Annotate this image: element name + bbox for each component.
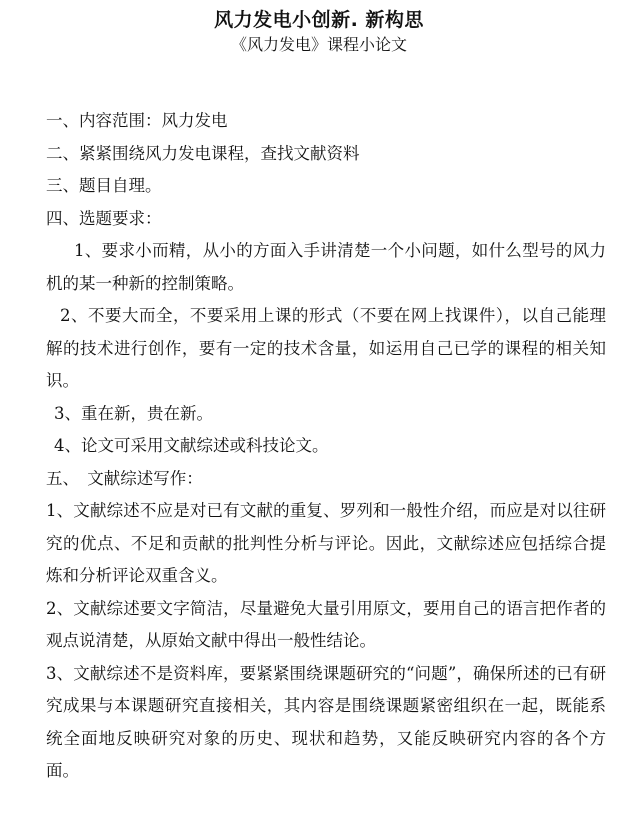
section-literature: 二、紧紧围绕风力发电课程，查找文献资料 — [46, 143, 360, 163]
requirement-item-4: 4、论文可采用文献综述或科技论文。 — [54, 436, 329, 455]
section-requirements-heading: 四、选题要求： — [46, 208, 162, 228]
document-title: 风力发电小创新. 新构思 — [214, 9, 424, 31]
section-topic: 三、题目自理。 — [46, 176, 162, 195]
requirement-item-3: 3、重在新，贵在新。 — [54, 403, 213, 423]
review-item-1: 1、文献综述不应是对已有文献的重复、罗列和一般性介绍，而应是对以往研究的优点、不足和贡献的批判性分析与评论。因此，文献综述应包括综合提炼和分析评论双重含义。 — [46, 501, 606, 585]
document-body — [46, 105, 606, 788]
document-subtitle: 《风力发电》课程小论文 — [230, 35, 407, 54]
requirement-item-2: 2、不要大而全，不要采用上课的形式（不要在网上找课件），以自己能理解的技术进行创作，要有一定的技术含量，如运用自己已学的课程的相关知识。 — [46, 306, 606, 390]
section-content-scope: 一、内容范围：风力发电 — [46, 111, 228, 130]
review-item-3: 3、文献综述不是资料库，要紧紧围绕课题研究的“问题”，确保所述的已有研究成果与本课题研究直接相关，其内容是围绕课题紧密组织在一起，既能系统全面地反映研究对象的历史、现状和趋势，又能反映研究内容的各个方面。 — [46, 663, 606, 780]
section-review-heading: 五、 文献综述写作： — [46, 468, 203, 488]
requirement-item-1: 1、要求小而精，从小的方面入手讲清楚一个小问题，如什么型号的风力机的某一种新的控制策略。 — [46, 241, 606, 293]
review-item-2: 2、文献综述要文字简洁，尽量避免大量引用原文，要用自己的语言把作者的观点说清楚，从原始文献中得出一般性结论。 — [46, 598, 606, 650]
